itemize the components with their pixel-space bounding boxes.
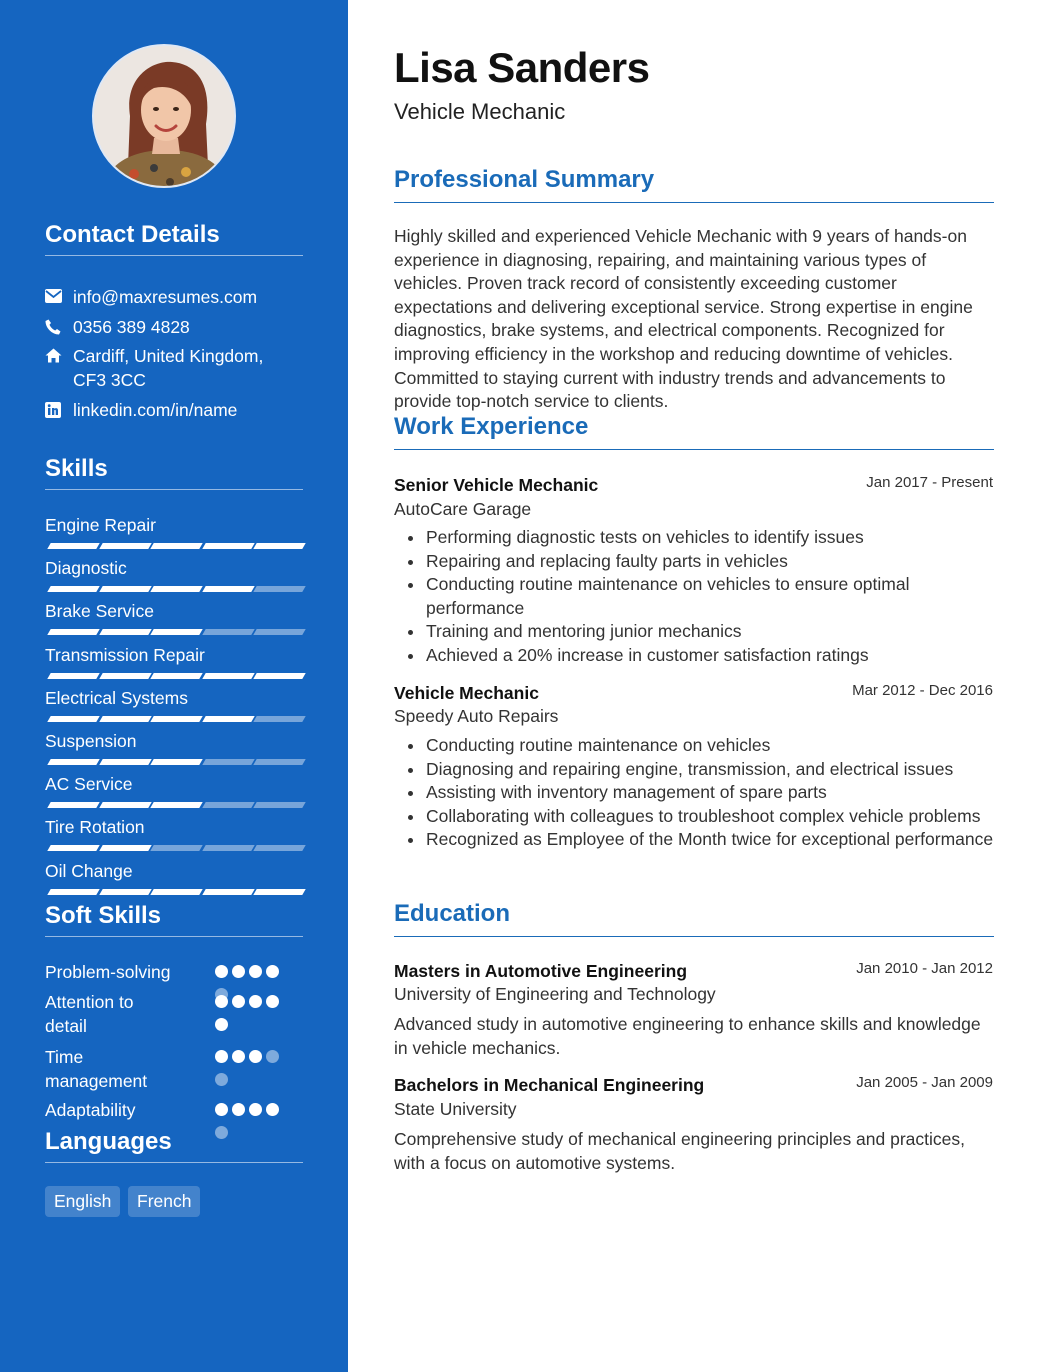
experience-heading: Work Experience [394, 413, 994, 450]
soft-skill-dot [232, 1103, 245, 1116]
language-tag: French [128, 1186, 200, 1217]
candidate-title: Vehicle Mechanic [394, 99, 566, 124]
skill-level-segment [99, 759, 151, 765]
soft-skill-dot [266, 1103, 279, 1116]
skill-level-segment [202, 845, 254, 851]
soft-skill-dot [232, 995, 245, 1008]
job-bullets [394, 526, 994, 668]
job-date: Mar 2012 - Dec 2016 [852, 682, 993, 699]
skill-level-segment [253, 889, 305, 895]
summary-heading: Professional Summary [394, 166, 994, 203]
soft-skill-dot [266, 995, 279, 1008]
skill-level-segment [202, 543, 254, 549]
linkedin-icon [45, 398, 73, 418]
language-tag: English [45, 1186, 120, 1217]
address-text: Cardiff, United Kingdom, CF3 3CC [73, 346, 264, 390]
school-name: State University [394, 1099, 517, 1119]
skill-level-segment [202, 759, 254, 765]
skill-level-segment [202, 889, 254, 895]
skill-level-segment [99, 802, 151, 808]
soft-skill-dot [215, 965, 228, 978]
skill-label: Brake Service [45, 601, 154, 621]
skill-level-bar [45, 802, 303, 808]
degree-description: Comprehensive study of mechanical engineering principles and practices, with a focus on automotive systems. [394, 1129, 966, 1173]
skill-level-segment [47, 845, 99, 851]
skill-label: Oil Change [45, 861, 133, 881]
soft-skill-dot [249, 995, 262, 1008]
skill-level-segment [47, 802, 99, 808]
sidebar [0, 0, 348, 1372]
skill-label: Transmission Repair [45, 645, 205, 665]
contact-phone[interactable] [45, 315, 303, 339]
skill-level-segment [202, 802, 254, 808]
skill-level-segment [253, 759, 305, 765]
skill-level-segment [253, 802, 305, 808]
skill-level-segment [99, 889, 151, 895]
main-content [348, 0, 1040, 1372]
skill-level-bar [45, 716, 303, 722]
skill-level-segment [150, 673, 202, 679]
soft-skill-dot [215, 1073, 228, 1086]
candidate-name: Lisa Sanders [394, 44, 650, 91]
skill-label: Electrical Systems [45, 688, 188, 708]
skill-level-segment [99, 716, 151, 722]
skill-level-segment [150, 889, 202, 895]
skill-level-segment [47, 543, 99, 549]
skills-heading: Skills [45, 455, 303, 490]
degree-description: Advanced study in automotive engineering to enhance skills and knowledge in vehicle mechanics. [394, 1014, 981, 1058]
skill-level-segment [150, 845, 202, 851]
skill-level-segment [150, 629, 202, 635]
soft-skill-label: Adaptability [45, 1100, 136, 1120]
list-item: Recognized as Employee of the Month twice for exceptional performance [394, 828, 994, 852]
job-company: AutoCare Garage [394, 499, 532, 519]
list-item: Performing diagnostic tests on vehicles to identify issues [394, 526, 994, 550]
job-title: Vehicle Mechanic [394, 683, 539, 703]
soft-skill-dot [215, 995, 228, 1008]
skill-level-segment [202, 586, 254, 592]
soft-skill-dot [232, 965, 245, 978]
skill-level-segment [99, 543, 151, 549]
skill-level-bar [45, 673, 303, 679]
soft-skill-dot [232, 1050, 245, 1063]
list-item: Collaborating with colleagues to troubleshoot complex vehicle problems [394, 805, 994, 829]
degree-date: Jan 2010 - Jan 2012 [856, 960, 993, 977]
skill-level-segment [253, 845, 305, 851]
skill-level-segment [99, 586, 151, 592]
degree-title: Bachelors in Mechanical Engineering [394, 1075, 705, 1095]
skill-level-segment [47, 716, 99, 722]
skill-level-segment [150, 759, 202, 765]
skill-level-segment [150, 586, 202, 592]
skill-label: Diagnostic [45, 558, 127, 578]
list-item: Repairing and replacing faulty parts in vehicles [394, 550, 994, 574]
skill-level-bar [45, 845, 303, 851]
skill-level-segment [47, 889, 99, 895]
soft-skill-label: Attention to detail [45, 992, 134, 1036]
profile-photo [94, 46, 236, 188]
soft-skill-dot [215, 1103, 228, 1116]
skill-level-bar [45, 629, 303, 635]
soft-skill-label: Problem-solving [45, 962, 171, 982]
skill-level-segment [202, 716, 254, 722]
soft-skill-dot [215, 1050, 228, 1063]
skill-level-segment [99, 673, 151, 679]
email-text: info@maxresumes.com [73, 287, 258, 307]
skill-level-segment [202, 673, 254, 679]
soft-skill-dot [266, 965, 279, 978]
list-item: Conducting routine maintenance on vehicles [394, 734, 994, 758]
soft-skills-heading: Soft Skills [45, 902, 303, 937]
soft-skill-dot [249, 1050, 262, 1063]
skill-label: Suspension [45, 731, 137, 751]
contact-linkedin[interactable] [45, 398, 303, 422]
skill-level-segment [150, 802, 202, 808]
envelope-icon [45, 285, 73, 303]
list-item: Achieved a 20% increase in customer satisfaction ratings [394, 644, 994, 668]
contact-heading: Contact Details [45, 221, 303, 256]
skill-level-bar [45, 889, 303, 895]
soft-skill-dot [249, 965, 262, 978]
skill-label: Engine Repair [45, 515, 156, 535]
languages-heading: Languages [45, 1128, 303, 1163]
skill-level-bar [45, 759, 303, 765]
skill-level-segment [47, 673, 99, 679]
avatar [92, 44, 236, 188]
linkedin-text: linkedin.com/in/name [73, 400, 238, 420]
skill-label: Tire Rotation [45, 817, 145, 837]
skill-level-segment [253, 629, 305, 635]
skill-level-segment [253, 543, 305, 549]
education-heading: Education [394, 900, 994, 937]
home-icon [45, 344, 73, 363]
list-item: Diagnosing and repairing engine, transmission, and electrical issues [394, 758, 994, 782]
skill-level-segment [150, 543, 202, 549]
job-company: Speedy Auto Repairs [394, 706, 559, 726]
skill-level-segment [47, 759, 99, 765]
job-bullets [394, 734, 994, 852]
soft-skill-dot [215, 1018, 228, 1031]
list-item: Assisting with inventory management of spare parts [394, 781, 994, 805]
list-item: Training and mentoring junior mechanics [394, 620, 994, 644]
skill-level-segment [150, 716, 202, 722]
skill-level-bar [45, 543, 303, 549]
summary-text: Highly skilled and experienced Vehicle Mechanic with 9 years of hands-on experience in diagnosing, repairing, and maintaining various types of vehicles. Proven track record of consistently exceeding customer expectations and delivering exceptional service. Strong expertise in engine diagnostics, brake systems, and electrical components. Recognized for improving efficiency in the workshop and reducing downtime of vehicles. Committed to staying current with industry trends and advancements to provide top-notch service to clients. [394, 226, 973, 412]
skill-level-bar [45, 586, 303, 592]
list-item: Conducting routine maintenance on vehicles to ensure optimal performance [394, 573, 994, 620]
skill-level-segment [253, 673, 305, 679]
degree-date: Jan 2005 - Jan 2009 [856, 1074, 993, 1091]
contact-address [45, 344, 303, 392]
school-name: University of Engineering and Technology [394, 984, 716, 1004]
skill-level-segment [253, 586, 305, 592]
skill-level-segment [253, 716, 305, 722]
soft-skill-dot [249, 1103, 262, 1116]
job-title: Senior Vehicle Mechanic [394, 475, 599, 495]
phone-text: 0356 389 4828 [73, 317, 190, 337]
skill-level-segment [47, 629, 99, 635]
degree-title: Masters in Automotive Engineering [394, 961, 688, 981]
skill-level-segment [202, 629, 254, 635]
skill-level-segment [47, 586, 99, 592]
soft-skill-label: Time management [45, 1047, 148, 1091]
contact-email[interactable] [45, 285, 303, 309]
skill-level-segment [99, 629, 151, 635]
soft-skill-dot [266, 1050, 279, 1063]
skill-label: AC Service [45, 774, 133, 794]
phone-icon [45, 315, 73, 335]
skill-level-segment [99, 845, 151, 851]
job-date: Jan 2017 - Present [866, 474, 993, 491]
